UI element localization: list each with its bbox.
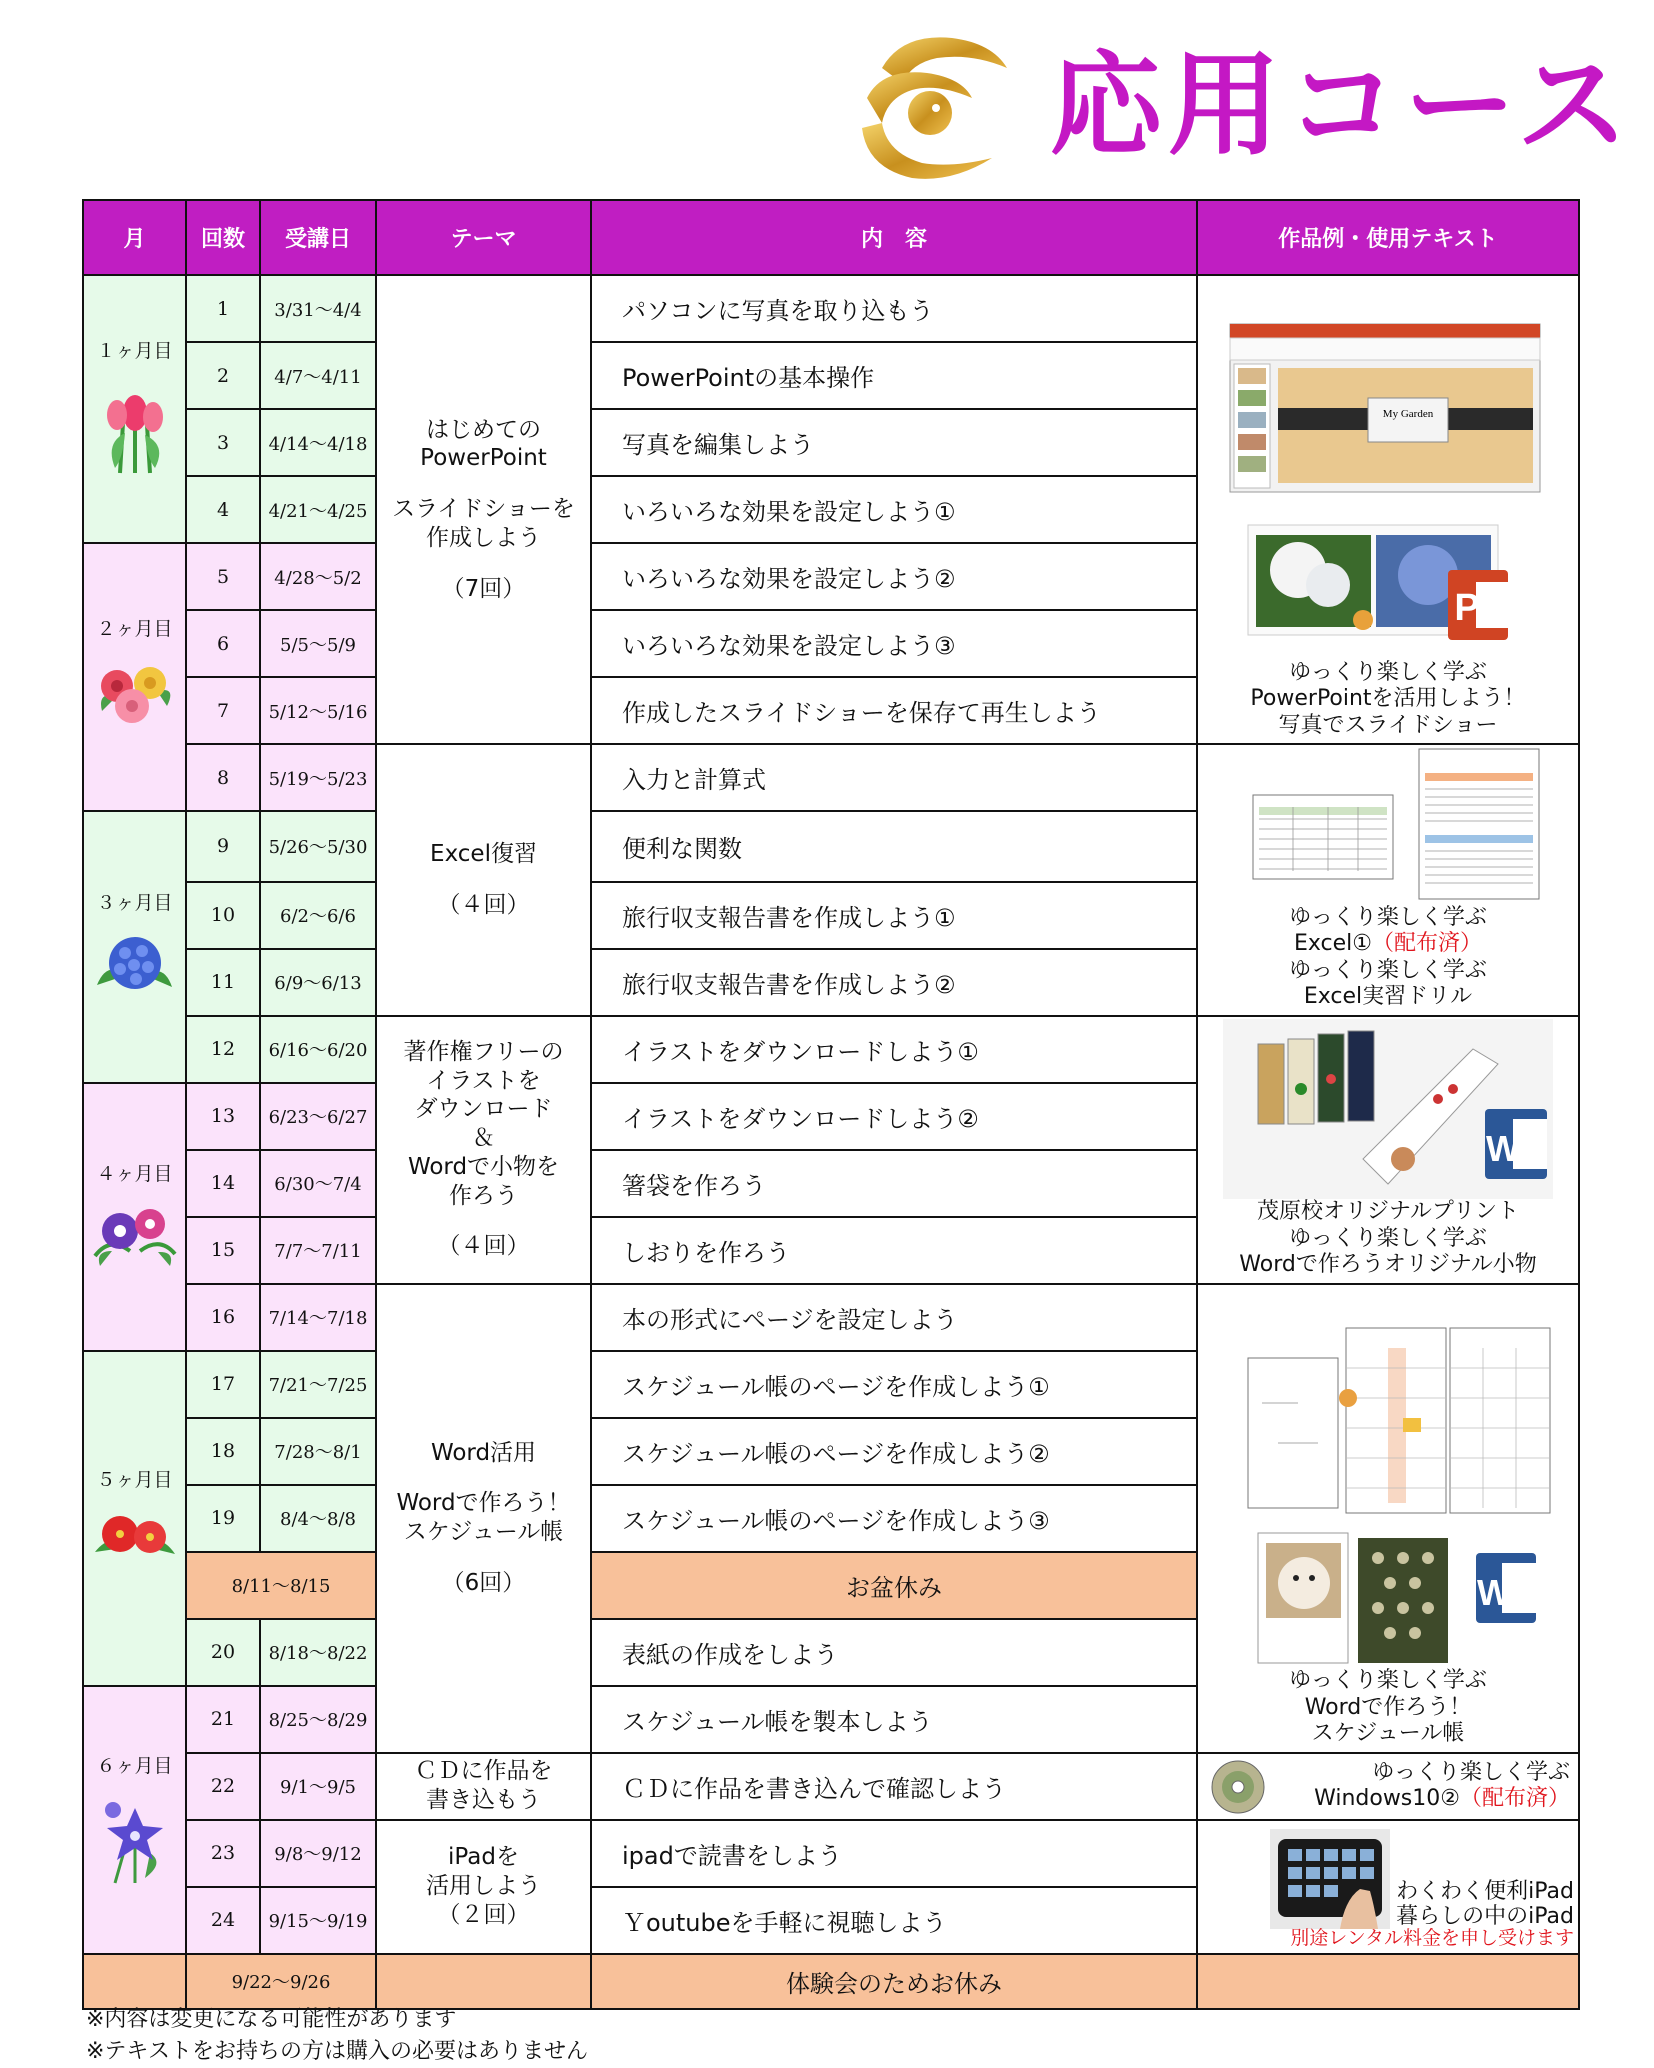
rose-icon: [92, 651, 178, 741]
example-ipad: [1197, 1820, 1579, 1954]
session-content: いろいろな効果を設定しよう①: [591, 476, 1197, 543]
theme-line: iPadを: [448, 1844, 519, 1871]
session-number: 5: [186, 543, 260, 610]
session-number: 10: [186, 882, 260, 949]
svg-text:W: W: [1486, 1128, 1520, 1170]
session-content: いろいろな効果を設定しよう③: [591, 610, 1197, 677]
session-date: 7/21～7/25: [260, 1351, 376, 1418]
theme-word-schedule: [376, 1284, 591, 1753]
example-text: Windows10②: [1314, 1786, 1460, 1812]
session-number: 8: [186, 744, 260, 811]
header-month: 月: [83, 200, 186, 275]
svg-text:W: W: [1477, 1572, 1511, 1614]
session-content: イラストをダウンロードしよう②: [591, 1083, 1197, 1150]
example-text: Wordで作ろうオリジナル小物: [1239, 1252, 1537, 1278]
example-text: ゆっくり楽しく学ぶ: [1289, 1225, 1487, 1251]
example-text: 写真でスライドショー: [1278, 712, 1498, 738]
session-number: 13: [186, 1083, 260, 1150]
session-number: 22: [186, 1753, 260, 1820]
session-date: 4/28～5/2: [260, 543, 376, 610]
theme-line: 書き込もう: [426, 1787, 541, 1814]
break-label: 体験会のためお休み: [591, 1954, 1197, 2009]
theme-line: 活用しよう: [426, 1873, 541, 1900]
break-label: お盆休み: [591, 1552, 1197, 1619]
example-text: ゆっくり楽しく学ぶ: [1289, 957, 1487, 983]
session-number: 24: [186, 1887, 260, 1954]
session-date: 3/31～4/4: [260, 275, 376, 342]
example-excel: [1197, 744, 1579, 1016]
example-text: Excel①: [1293, 931, 1372, 957]
session-date: 6/9～6/13: [260, 949, 376, 1016]
header-date: 受講日: [260, 200, 376, 275]
session-number: 1: [186, 275, 260, 342]
example-text: Wordで作ろう！: [1304, 1694, 1472, 1720]
session-content: 表紙の作成をしよう: [591, 1619, 1197, 1686]
month-label: ４ヶ月目: [96, 1163, 173, 1186]
theme-line: Wordで小物を: [407, 1153, 560, 1180]
session-content: 写真を編集しよう: [591, 409, 1197, 476]
month-label: ２ヶ月目: [96, 617, 173, 640]
header-row: [83, 200, 1579, 275]
session-content: ipadで読書をしよう: [591, 1820, 1197, 1887]
theme-ipad: [376, 1820, 591, 1954]
session-number: 17: [186, 1351, 260, 1418]
theme-line: PowerPoint: [420, 445, 547, 472]
session-content: 箸袋を作ろう: [591, 1150, 1197, 1217]
hibiscus-icon: [90, 1502, 180, 1572]
session-content: PowerPointの基本操作: [591, 342, 1197, 409]
session-content: 本の形式にページを設定しよう: [591, 1284, 1197, 1351]
crane-logo-icon: [842, 28, 1012, 188]
theme-line: 著作権フリーの: [403, 1038, 564, 1065]
example-text: ゆっくり楽しく学ぶ: [1372, 1759, 1570, 1785]
session-date: 5/26～5/30: [260, 811, 376, 882]
session-content: パソコンに写真を取り込もう: [591, 275, 1197, 342]
table-row: [83, 744, 1579, 811]
session-number: 15: [186, 1217, 260, 1284]
session-content: 旅行収支報告書を作成しよう①: [591, 882, 1197, 949]
morning-glory-icon: [90, 1196, 180, 1274]
example-text: スケジュール帳: [1311, 1721, 1465, 1747]
example-text: ゆっくり楽しく学ぶ: [1289, 659, 1487, 685]
session-content: イラストをダウンロードしよう①: [591, 1016, 1197, 1083]
example-text: ゆっくり楽しく学ぶ: [1289, 1668, 1487, 1694]
session-content: 入力と計算式: [591, 744, 1197, 811]
session-date: 6/2～6/6: [260, 882, 376, 949]
theme-line: ＆: [472, 1125, 495, 1152]
break-date: 8/11～8/15: [186, 1552, 376, 1619]
slide-title: My Garden: [1382, 407, 1434, 420]
session-content: 作成したスライドショーを保存て再生しよう: [591, 677, 1197, 744]
theme-cd: [376, 1753, 591, 1820]
session-date: 7/28～8/1: [260, 1418, 376, 1485]
example-word-schedule: [1197, 1284, 1579, 1753]
month-3-cell: [83, 811, 186, 1083]
example-text: 暮らしの中のiPad: [1396, 1903, 1574, 1929]
header-content: 内 容: [591, 200, 1197, 275]
session-date: 9/8～9/12: [260, 1820, 376, 1887]
schedule-book-image: [1218, 1308, 1558, 1668]
month-label: ３ヶ月目: [96, 892, 173, 915]
session-content: ＣＤに作品を書き込んで確認しよう: [591, 1753, 1197, 1820]
theme-line: Wordで作ろう！: [396, 1490, 571, 1517]
session-date: 9/15～9/19: [260, 1887, 376, 1954]
bookmark-crafts-image: [1223, 1019, 1553, 1199]
session-number: 12: [186, 1016, 260, 1083]
theme-line: 作成しよう: [426, 524, 541, 551]
session-date: 6/23～6/27: [260, 1083, 376, 1150]
session-number: 18: [186, 1418, 260, 1485]
footnote: ※内容は変更になる可能性があります: [86, 2007, 457, 2032]
distributed-badge: （配布済）: [1371, 931, 1482, 957]
month-label: ６ヶ月目: [96, 1755, 173, 1778]
session-number: 23: [186, 1820, 260, 1887]
session-content: スケジュール帳のページを作成しよう③: [591, 1485, 1197, 1552]
bellflower-icon: [95, 1788, 175, 1888]
example-word-crafts: [1197, 1016, 1579, 1284]
session-date: 5/19～5/23: [260, 744, 376, 811]
powerpoint-screenshot-image: [1218, 320, 1558, 660]
footnote: ※テキストをお持ちの方は購入の必要はありません: [86, 2039, 588, 2064]
session-number: 9: [186, 811, 260, 882]
session-number: 3: [186, 409, 260, 476]
session-content: スケジュール帳を製本しよう: [591, 1686, 1197, 1753]
theme-line: スケジュール帳: [403, 1519, 564, 1546]
ipad-photo-image: [1270, 1829, 1390, 1929]
svg-text:P: P: [1454, 586, 1480, 629]
session-number: 21: [186, 1686, 260, 1753]
theme-line: スライドショーを: [392, 496, 575, 523]
session-number: 14: [186, 1150, 260, 1217]
example-powerpoint: [1197, 275, 1579, 744]
theme-line: ダウンロード: [414, 1096, 553, 1123]
header-number: 回数: [186, 200, 260, 275]
session-date: 4/21～4/25: [260, 476, 376, 543]
month-6-cell: [83, 1686, 186, 1954]
session-date: 7/7～7/11: [260, 1217, 376, 1284]
break-row: [83, 1954, 1579, 2009]
session-number: 2: [186, 342, 260, 409]
session-date: 5/12～5/16: [260, 677, 376, 744]
session-content: スケジュール帳のページを作成しよう②: [591, 1418, 1197, 1485]
session-number: 7: [186, 677, 260, 744]
table-row: [83, 1753, 1579, 1820]
session-date: 6/16～6/20: [260, 1016, 376, 1083]
month-4-cell: [83, 1083, 186, 1351]
session-number: 16: [186, 1284, 260, 1351]
example-text: わくわく便利iPad: [1396, 1878, 1574, 1904]
break-date: 9/22～9/26: [186, 1954, 376, 2009]
theme-count: （４回）: [437, 1233, 530, 1260]
distributed-badge: （配布済）: [1459, 1786, 1570, 1812]
table-row: [83, 1820, 1579, 1887]
page-title: 応用コース: [1050, 41, 1635, 171]
month-label: ５ヶ月目: [96, 1468, 173, 1491]
page-header: [0, 0, 1654, 200]
session-number: 6: [186, 610, 260, 677]
header-theme: テーマ: [376, 200, 591, 275]
theme-count: （４回）: [437, 891, 530, 918]
theme-powerpoint: [376, 275, 591, 744]
example-text: ゆっくり楽しく学ぶ: [1289, 905, 1487, 930]
footnotes: [86, 2004, 588, 2068]
theme-excel: [376, 744, 591, 1016]
session-date: 8/25～8/29: [260, 1686, 376, 1753]
session-date: 4/14～4/18: [260, 409, 376, 476]
theme-count: （6回）: [441, 1569, 526, 1596]
session-content: 便利な関数: [591, 811, 1197, 882]
session-number: 19: [186, 1485, 260, 1552]
session-date: 8/18～8/22: [260, 1619, 376, 1686]
session-content: しおりを作ろう: [591, 1217, 1197, 1284]
theme-line: Word活用: [430, 1439, 537, 1466]
month-5-cell: [83, 1351, 186, 1686]
session-content: スケジュール帳のページを作成しよう①: [591, 1351, 1197, 1418]
theme-line: はじめての: [426, 416, 541, 443]
table-row: [83, 1284, 1579, 1351]
theme-line: Excel復習: [430, 841, 537, 868]
session-date: 4/7～4/11: [260, 342, 376, 409]
hydrangea-icon: [92, 925, 178, 1005]
session-date: 8/4～8/8: [260, 1485, 376, 1552]
example-text: 茂原校オリジナルプリント: [1256, 1199, 1520, 1225]
header-examples: 作品例・使用テキスト: [1197, 200, 1579, 275]
theme-line: 作ろう: [449, 1182, 518, 1209]
month-label: １ヶ月目: [96, 339, 173, 362]
example-cd: [1197, 1753, 1579, 1820]
theme-count: （7回）: [441, 575, 526, 602]
session-content: いろいろな効果を設定しよう②: [591, 543, 1197, 610]
session-date: 9/1～9/5: [260, 1753, 376, 1820]
session-number: 11: [186, 949, 260, 1016]
session-date: 6/30～7/4: [260, 1150, 376, 1217]
session-date: 7/14～7/18: [260, 1284, 376, 1351]
session-number: 20: [186, 1619, 260, 1686]
theme-line: イラストを: [426, 1067, 541, 1094]
session-content: 旅行収支報告書を作成しよう②: [591, 949, 1197, 1016]
rental-note: 別途レンタル料金を申し受けます: [1290, 1926, 1574, 1949]
cd-disc-icon: [1210, 1759, 1266, 1815]
session-date: 5/5～5/9: [260, 610, 376, 677]
example-text: PowerPointを活用しよう！: [1250, 686, 1526, 712]
tulip-icon: [95, 373, 175, 483]
month-2-cell: [83, 543, 186, 811]
theme-count: （２回）: [437, 1901, 530, 1928]
table-row: [83, 1016, 1579, 1083]
example-text: Excel実習ドリル: [1303, 984, 1473, 1010]
session-content: Ｙoutubeを手軽に視聴しよう: [591, 1887, 1197, 1954]
table-row: [83, 275, 1579, 342]
month-1-cell: [83, 275, 186, 543]
theme-word-crafts: [376, 1016, 591, 1284]
schedule-table: [82, 199, 1580, 2010]
excel-sheets-image: [1223, 745, 1553, 905]
session-number: 4: [186, 476, 260, 543]
theme-line: ＣＤに作品を: [414, 1758, 553, 1785]
